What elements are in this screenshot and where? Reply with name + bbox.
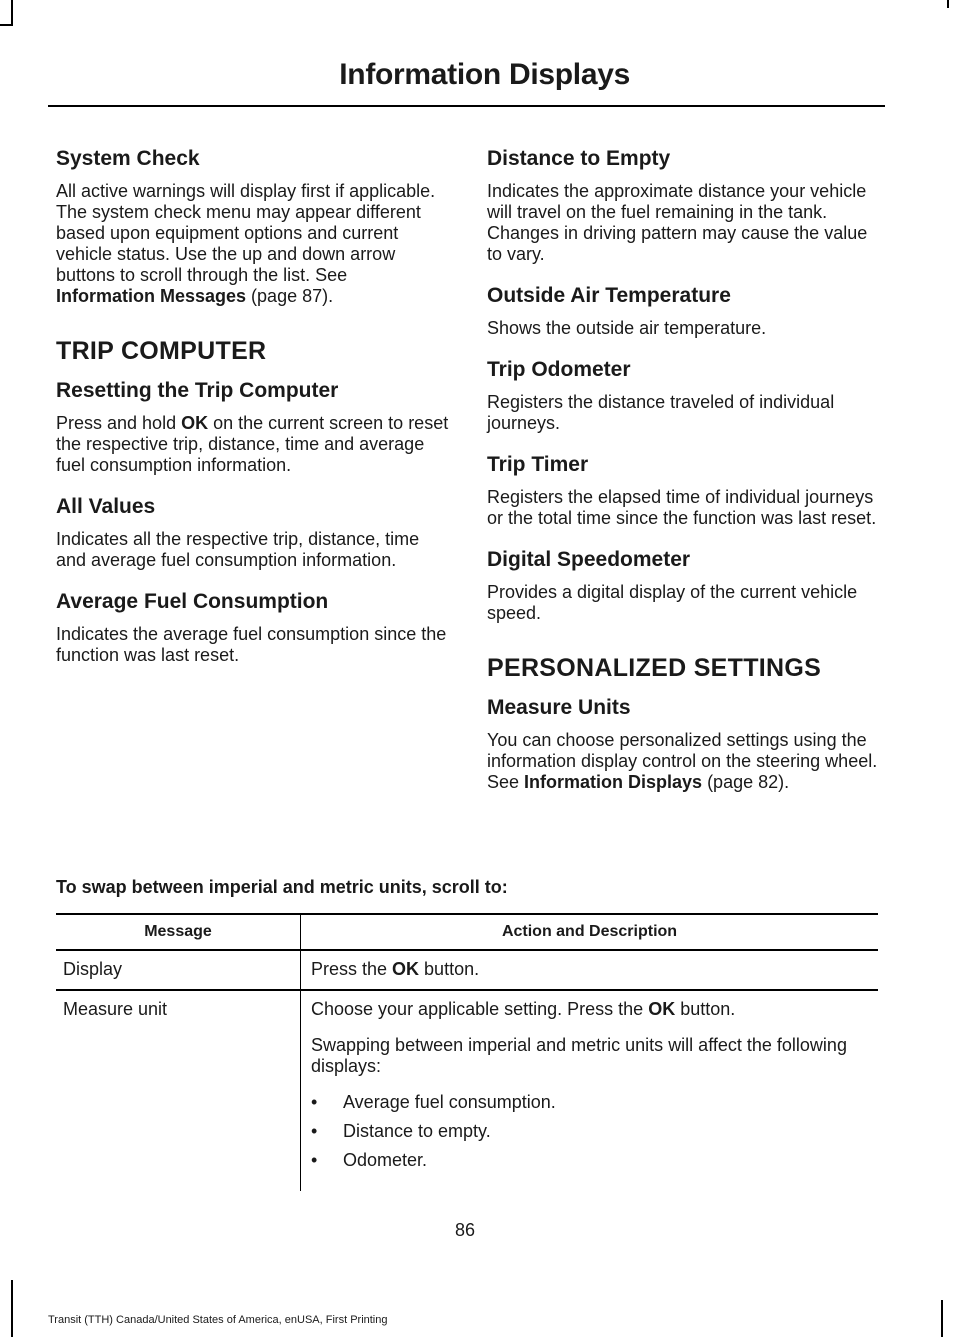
system-check-heading: System Check: [56, 147, 200, 170]
list-item: • Odometer.: [311, 1150, 428, 1170]
ok-button-label: OK: [181, 413, 209, 433]
resetting-trip-computer-body: Press and hold OK on the current screen to reset the respective trip, distance, time and average fuel consumption information.: [56, 413, 449, 475]
row-message-display: Display: [63, 959, 123, 979]
column-header-action: Action and Description: [300, 915, 878, 949]
all-values-heading: All Values: [56, 495, 156, 518]
table-row: [56, 991, 878, 1191]
header-divider: [48, 105, 885, 107]
table-row: [56, 951, 878, 989]
measure-unit-note: Swapping between imperial and metric units will affect the following displays:: [311, 1035, 847, 1076]
trip-timer-heading: Trip Timer: [487, 453, 589, 476]
information-messages-link[interactable]: Information Messages: [56, 286, 247, 306]
information-displays-link[interactable]: Information Displays: [524, 772, 703, 792]
trip-odometer-heading: Trip Odometer: [487, 358, 631, 381]
right-column: [487, 145, 882, 810]
digital-speedometer-heading: Digital Speedometer: [487, 548, 691, 571]
average-fuel-heading: Average Fuel Consumption: [56, 590, 329, 613]
distance-to-empty-body: Indicates the approximate distance your vehicle will travel on the fuel remaining in the tank. Changes in driving pattern may cause the value to vary.: [487, 181, 868, 264]
digital-speedometer-body: Provides a digital display of the current vehicle speed.: [487, 582, 858, 623]
crop-mark-bottom-right-vertical: [941, 1300, 943, 1337]
row-action-display: Press the OK button.: [300, 951, 878, 989]
measure-units-body: You can choose personalized settings using the information display control on the steering wheel. See Information Displays (page 82).: [487, 730, 878, 792]
affected-displays-list: [311, 1092, 870, 1171]
distance-to-empty-heading: Distance to Empty: [487, 147, 671, 170]
crop-mark-bottom-left-vertical: [11, 1280, 13, 1337]
personalized-settings-heading: PERSONALIZED SETTINGS: [487, 654, 822, 682]
all-values-body: Indicates all the respective trip, distance, time and average fuel consumption information.: [56, 529, 420, 570]
table-caption: To swap between imperial and metric units, scroll to:: [56, 877, 508, 897]
measure-units-heading: Measure Units: [487, 696, 631, 719]
crop-mark-top-right-vertical: [947, 0, 949, 8]
crop-mark-top-left-vertical: [11, 0, 13, 26]
outside-air-body: Shows the outside air temperature.: [487, 318, 767, 338]
left-column: [56, 145, 451, 683]
trip-timer-body: Registers the elapsed time of individual journeys or the total time since the function was last reset.: [487, 487, 877, 528]
resetting-trip-computer-heading: Resetting the Trip Computer: [56, 379, 339, 402]
outside-air-heading: Outside Air Temperature: [487, 284, 731, 307]
list-item: • Distance to empty.: [311, 1121, 491, 1141]
footer-text: Transit (TTH) Canada/United States of America, enUSA, First Printing: [48, 1314, 388, 1326]
crop-mark-top-left-horizontal: [0, 24, 13, 26]
trip-odometer-body: Registers the distance traveled of individual journeys.: [487, 392, 835, 433]
trip-computer-heading: TRIP COMPUTER: [56, 337, 267, 365]
table-header-row: [56, 915, 878, 949]
column-header-message: Message: [144, 923, 212, 940]
page-title: Information Displays: [339, 58, 630, 91]
system-check-body: All active warnings will display first if applicable. The system check menu may appear different based upon equipment options and current vehicle status. Use the up and down arrow buttons to scroll through the list. See Information Messages (page 87).: [56, 181, 436, 306]
average-fuel-body: Indicates the average fuel consumption since the function was last reset.: [56, 624, 447, 665]
row-action-measure-unit: Choose your applicable setting. Press the OK button. Swapping between imperial and metric units will affect the following displays: • Average fuel consumption. • Distance to empty. • Odometer.: [300, 991, 878, 1191]
list-item: • Average fuel consumption.: [311, 1092, 556, 1112]
units-table: [56, 913, 878, 1191]
row-message-measure-unit: Measure unit: [63, 999, 168, 1019]
page-number: 86: [454, 1220, 476, 1240]
